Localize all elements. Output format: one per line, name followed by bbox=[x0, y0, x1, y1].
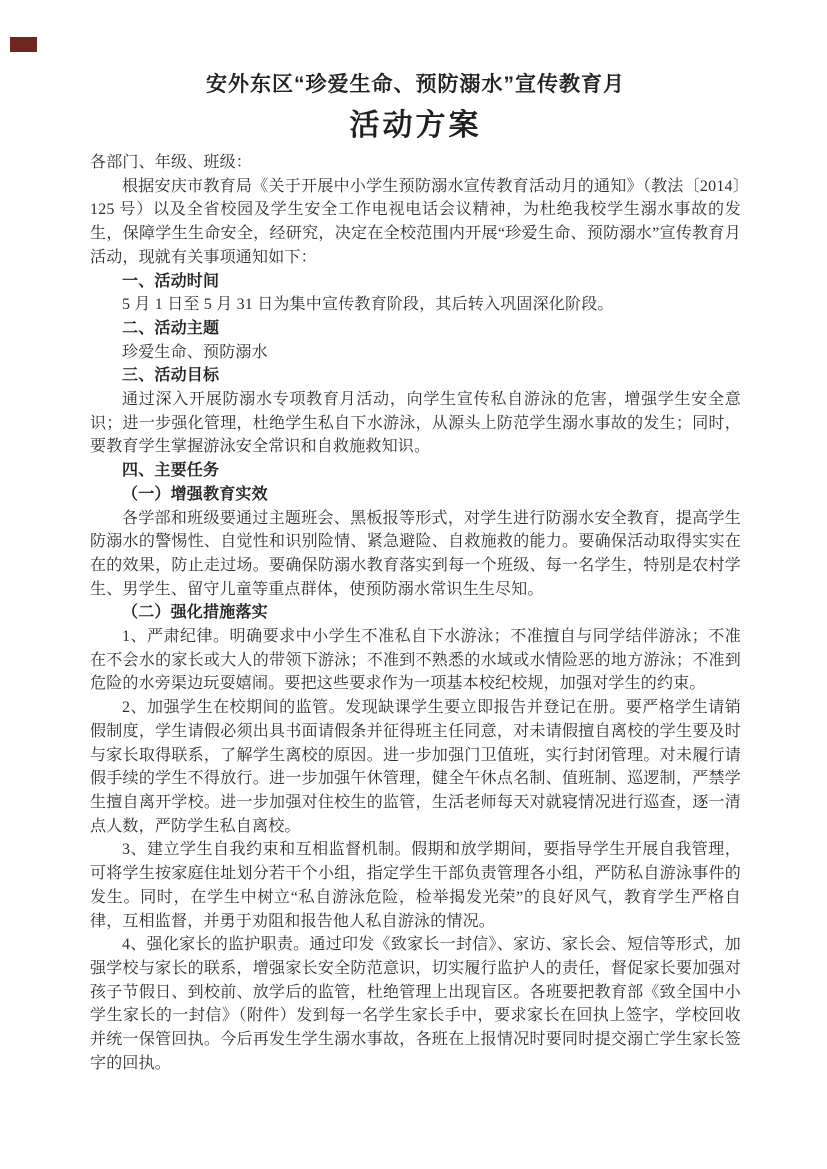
intro-paragraph: 根据安庆市教育局《关于开展中小学生预防溺水宣传教育活动月的通知》（教法〔2014〕125 号）以及全省校园及学生安全工作电视电话会议精神，为杜绝我校学生溺水事故的发生，保障学生生命安全，经研究，决定在全校范围内开展“珍爱生命、预防溺水”宣传教育月活动，现就有关事项通知如下： bbox=[90, 177, 741, 266]
paragraph-measure-3: 3、建立学生自我约束和互相监督机制。假期和放学期间，要指导学生开展自我管理，可将学生按家庭住址划分若干个小组，指定学生干部负责管理各小组，严防私自游泳事件的发生。同时，在学生中树立“私自游泳危险，检举揭发光荣”的良好风气，教育学生严格自律，互相监督，并勇于劝阻和报告他人私自游泳的情况。 bbox=[90, 841, 741, 930]
subsection-heading-education: （一）增强教育实效 bbox=[122, 485, 268, 503]
paragraph-measure-1: 1、严肃纪律。明确要求中小学生不准私自下水游泳；不准擅自与同学结伴游泳；不准在不会水的家长或大人的带领下游泳；不准到不熟悉的水域或水情险恶的地方游泳；不准到危险的水旁渠边玩耍嬉闹。要把这些要求作为一项基本校纪校规，加强对学生的约束。 bbox=[90, 628, 741, 693]
paragraph-theme: 珍爱生命、预防溺水 bbox=[122, 343, 268, 361]
document-title: 安外东区“珍爱生命、预防溺水”宣传教育月 bbox=[206, 73, 625, 96]
paragraph-measure-2: 2、加强学生在校期间的监管。发现缺课学生要立即报告并登记在册。要严格学生请销假制度，学生请假必须出具书面请假条并征得班主任同意，对未请假擅自离校的学生要及时与家长取得联系，了解学生离校的原因。进一步加强门卫值班，实行封闭管理。对未履行请假手续的学生不得放行。进一步加强午休管理，健全午休点名制、值班制、巡逻制，严禁学生擅自离开学校。进一步加强对住校生的监管，生活老师每天对就寝情况进行巡查，逐一清点人数，严防学生私自离校。 bbox=[90, 699, 741, 835]
document-body bbox=[90, 151, 741, 1075]
subsection-heading-measures: （二）强化措施落实 bbox=[122, 604, 268, 622]
paragraph-time: 5 月 1 日至 5 月 31 日为集中宣传教育阶段，其后转入巩固深化阶段。 bbox=[122, 296, 614, 314]
section-heading-goal: 三、活动目标 bbox=[122, 367, 220, 385]
scan-corner-mark bbox=[10, 37, 37, 52]
section-heading-theme: 二、活动主题 bbox=[122, 319, 220, 337]
paragraph-measure-4: 4、强化家长的监护职责。通过印发《致家长一封信》、家访、家长会、短信等形式，加强学校与家长的联系，增强家长安全防范意识，切实履行监护人的责任，督促家长要加强对孩子节假日、到校前、放学后的监管，杜绝管理上出现盲区。各班要把教育部《致全国中小学生家长的一封信》（附件）发到每一名学生家长手中，要求家长在回执上签字，学校回收并统一保管回执。今后再发生学生溺水事故，各班在上报情况时要同时提交溺亡学生家长签字的回执。 bbox=[90, 936, 741, 1072]
section-heading-time: 一、活动时间 bbox=[122, 272, 220, 290]
document-subtitle: 活动方案 bbox=[349, 109, 482, 142]
salutation: 各部门、年级、班级： bbox=[90, 154, 253, 171]
paragraph-education: 各学部和班级要通过主题班会、黑板报等形式，对学生进行防溺水安全教育，提高学生防溺水的警惕性、自觉性和识别险情、紧急避险、自救施救的能力。要确保活动取得实实在在的效果，防止走过场。要确保防溺水教育落实到每一个班级、每一名学生，特别是农村学生、男学生、留守儿童等重点群体，使预防溺水常识生生尽知。 bbox=[90, 509, 741, 598]
paragraph-goal: 通过深入开展防溺水专项教育月活动，向学生宣传私自游泳的危害，增强学生安全意识；进一步强化管理，杜绝学生私自下水游泳，从源头上防范学生溺水事故的发生；同时，要教育学生掌握游泳安全常识和自救施救知识。 bbox=[90, 391, 741, 456]
section-heading-tasks: 四、主要任务 bbox=[122, 462, 220, 480]
